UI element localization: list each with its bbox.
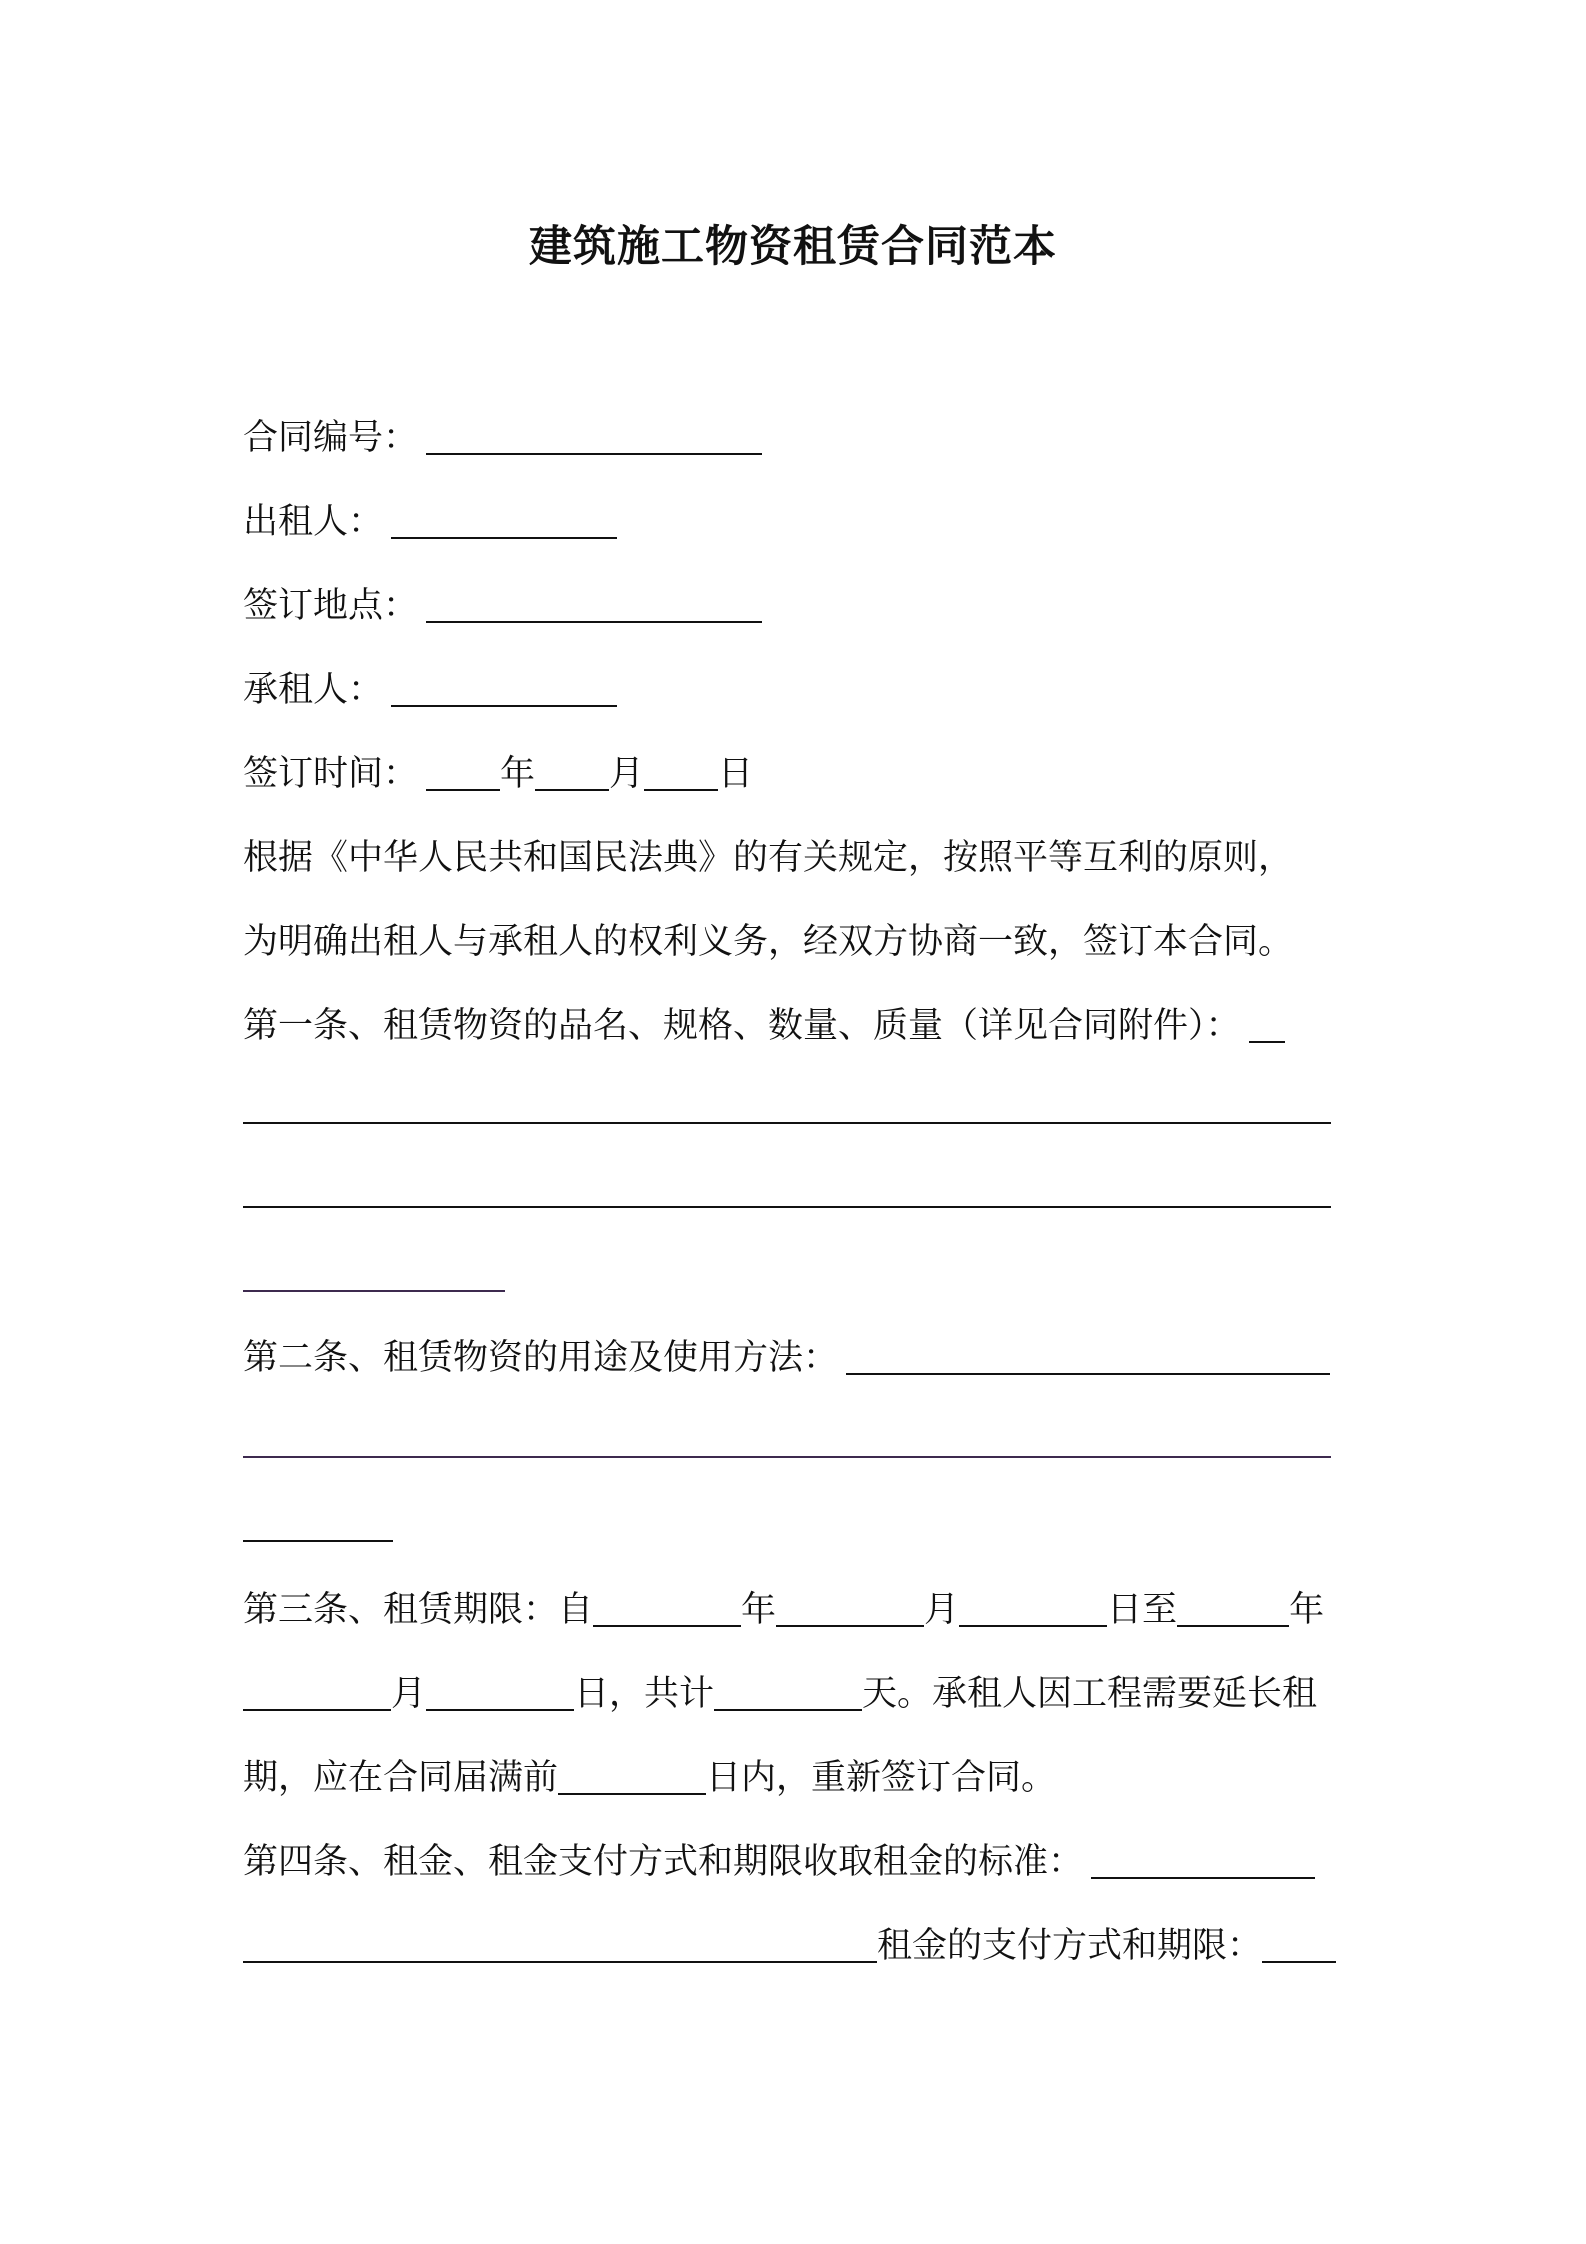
article-1-blank-line-1[interactable] (243, 1122, 1331, 1124)
article-4-line-1 (243, 1832, 1358, 1892)
article-4-line-2 (243, 1916, 1358, 1976)
sign-day-label: 日 (718, 754, 754, 794)
article-2-blank-line-1[interactable] (243, 1456, 1331, 1458)
term-end-year-label: 年 (1289, 1590, 1325, 1630)
sign-time-label: 签订时间： (243, 754, 419, 794)
sign-month-blank[interactable] (535, 751, 609, 791)
term-start-day-label: 日至 (1107, 1590, 1178, 1630)
article-3-line-3 (243, 1748, 1358, 1808)
sign-place-row (243, 576, 1358, 636)
sign-year-blank[interactable] (426, 751, 500, 791)
sign-time-row (243, 744, 1358, 804)
article-1-heading (243, 996, 1358, 1056)
article-3-start: 第三条、租赁期限：自 (243, 1590, 594, 1630)
contract-number-row (243, 408, 1358, 468)
article-2-blank-start[interactable] (846, 1335, 1330, 1375)
article-3-line-1 (243, 1580, 1358, 1640)
term-end-month-label: 月 (391, 1674, 427, 1714)
article-4-payment-text: 租金的支付方式和期限： (877, 1926, 1263, 1966)
rent-standard-blank[interactable] (1091, 1839, 1315, 1879)
term-start-month-label: 月 (924, 1590, 960, 1630)
article-2-blank-line-2[interactable] (243, 1540, 393, 1542)
term-end-year-blank[interactable] (1177, 1587, 1289, 1627)
term-start-year-blank[interactable] (593, 1587, 741, 1627)
term-start-day-blank[interactable] (959, 1587, 1107, 1627)
sign-month-label: 月 (609, 754, 645, 794)
payment-method-blank[interactable] (1262, 1923, 1336, 1963)
intro-line-1: 根据《中华人民共和国民法典》的有关规定，按照平等互利的原则， (243, 838, 1294, 878)
article-3-renew-text-a: 期，应在合同届满前 (243, 1758, 559, 1798)
lessee-label: 承租人： (243, 670, 384, 710)
lessor-row (243, 492, 1358, 552)
article-4-text: 第四条、租金、租金支付方式和期限收取租金的标准： (243, 1842, 1084, 1882)
article-3-line-2 (243, 1664, 1358, 1724)
sign-year-label: 年 (500, 754, 536, 794)
lessee-row (243, 660, 1358, 720)
article-1-blank-line-2[interactable] (243, 1206, 1331, 1208)
lessor-label: 出租人： (243, 502, 384, 542)
contract-number-label: 合同编号： (243, 418, 419, 458)
sign-day-blank[interactable] (644, 751, 718, 791)
sign-place-blank[interactable] (426, 583, 762, 623)
article-1-text: 第一条、租赁物资的品名、规格、数量、质量（详见合同附件）： (243, 1006, 1241, 1046)
article-2-heading (243, 1328, 1358, 1388)
term-start-month-blank[interactable] (776, 1587, 924, 1627)
term-extension-text: 天。承租人因工程需要延长租 (862, 1674, 1318, 1714)
document-title: 建筑施工物资租赁合同范本 (529, 222, 1057, 272)
intro-line-2: 为明确出租人与承租人的权利义务，经双方协商一致，签订本合同。 (243, 922, 1294, 962)
lessee-blank[interactable] (391, 667, 617, 707)
term-end-month-blank[interactable] (243, 1671, 391, 1711)
contract-number-blank[interactable] (426, 415, 762, 455)
term-start-year-label: 年 (741, 1590, 777, 1630)
term-end-day-blank[interactable] (426, 1671, 574, 1711)
rent-standard-blank-cont[interactable] (243, 1923, 877, 1963)
term-total-days-blank[interactable] (714, 1671, 862, 1711)
lessor-blank[interactable] (391, 499, 617, 539)
article-3-renew-text-b: 日内，重新签订合同。 (706, 1758, 1057, 1798)
sign-place-label: 签订地点： (243, 586, 419, 626)
renew-days-blank[interactable] (558, 1755, 706, 1795)
term-total-label: 日，共计 (574, 1674, 715, 1714)
article-1-blank-line-3[interactable] (243, 1290, 505, 1292)
article-2-text: 第二条、租赁物资的用途及使用方法： (243, 1338, 839, 1378)
article-1-blank-start[interactable] (1249, 1003, 1285, 1043)
